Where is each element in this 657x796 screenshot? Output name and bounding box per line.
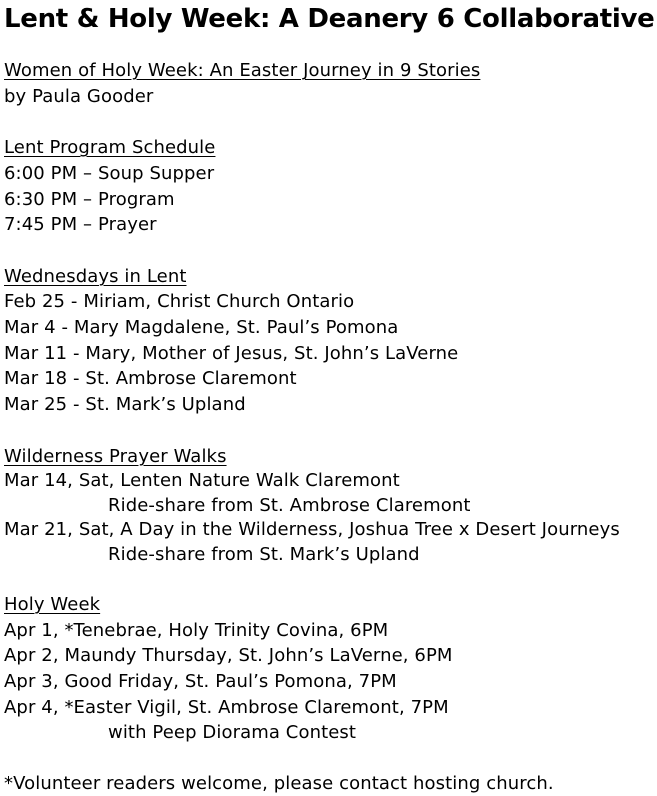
wednesday-item: Mar 18 - St. Ambrose Claremont xyxy=(4,368,297,389)
prayer-walk-item: Mar 21, Sat, A Day in the Wilderness, Joshua Tree x Desert Journeys xyxy=(4,519,620,540)
holy-week-heading: Holy Week xyxy=(4,594,101,615)
wednesday-item: Mar 4 - Mary Magdalene, St. Paul’s Pomona xyxy=(4,317,399,338)
prayer-walks-heading: Wilderness Prayer Walks xyxy=(4,446,227,467)
holy-week-item: Apr 3, Good Friday, St. Paul’s Pomona, 7PM xyxy=(4,671,397,692)
flyer-title: Lent & Holy Week: A Deanery 6 Collaborative xyxy=(4,4,655,34)
schedule-item: 6:30 PM – Program xyxy=(4,189,175,210)
schedule-item: 7:45 PM – Prayer xyxy=(4,214,157,235)
prayer-walk-note: Ride-share from St. Mark’s Upland xyxy=(108,544,420,565)
holy-week-item: Apr 1, *Tenebrae, Holy Trinity Covina, 6PM xyxy=(4,620,389,641)
holy-week-note: with Peep Diorama Contest xyxy=(108,722,357,743)
footnote: *Volunteer readers welcome, please contact hosting church. xyxy=(4,773,554,794)
book-title: Women of Holy Week: An Easter Journey in 9 Stories xyxy=(4,60,481,81)
holy-week-item: Apr 2, Maundy Thursday, St. John’s LaVerne, 6PM xyxy=(4,645,453,666)
wednesday-item: Feb 25 - Miriam, Christ Church Ontario xyxy=(4,291,355,312)
wednesday-item: Mar 25 - St. Mark’s Upland xyxy=(4,394,246,415)
prayer-walk-note: Ride-share from St. Ambrose Claremont xyxy=(108,495,471,516)
prayer-walk-item: Mar 14, Sat, Lenten Nature Walk Claremont xyxy=(4,470,400,491)
holy-week-item: Apr 4, *Easter Vigil, St. Ambrose Claremont, 7PM xyxy=(4,697,449,718)
program-schedule-heading: Lent Program Schedule xyxy=(4,137,216,158)
schedule-item: 6:00 PM – Soup Supper xyxy=(4,163,215,184)
wednesdays-heading: Wednesdays in Lent xyxy=(4,266,187,287)
wednesday-item: Mar 11 - Mary, Mother of Jesus, St. John’s LaVerne xyxy=(4,343,459,364)
book-author: by Paula Gooder xyxy=(4,86,154,107)
